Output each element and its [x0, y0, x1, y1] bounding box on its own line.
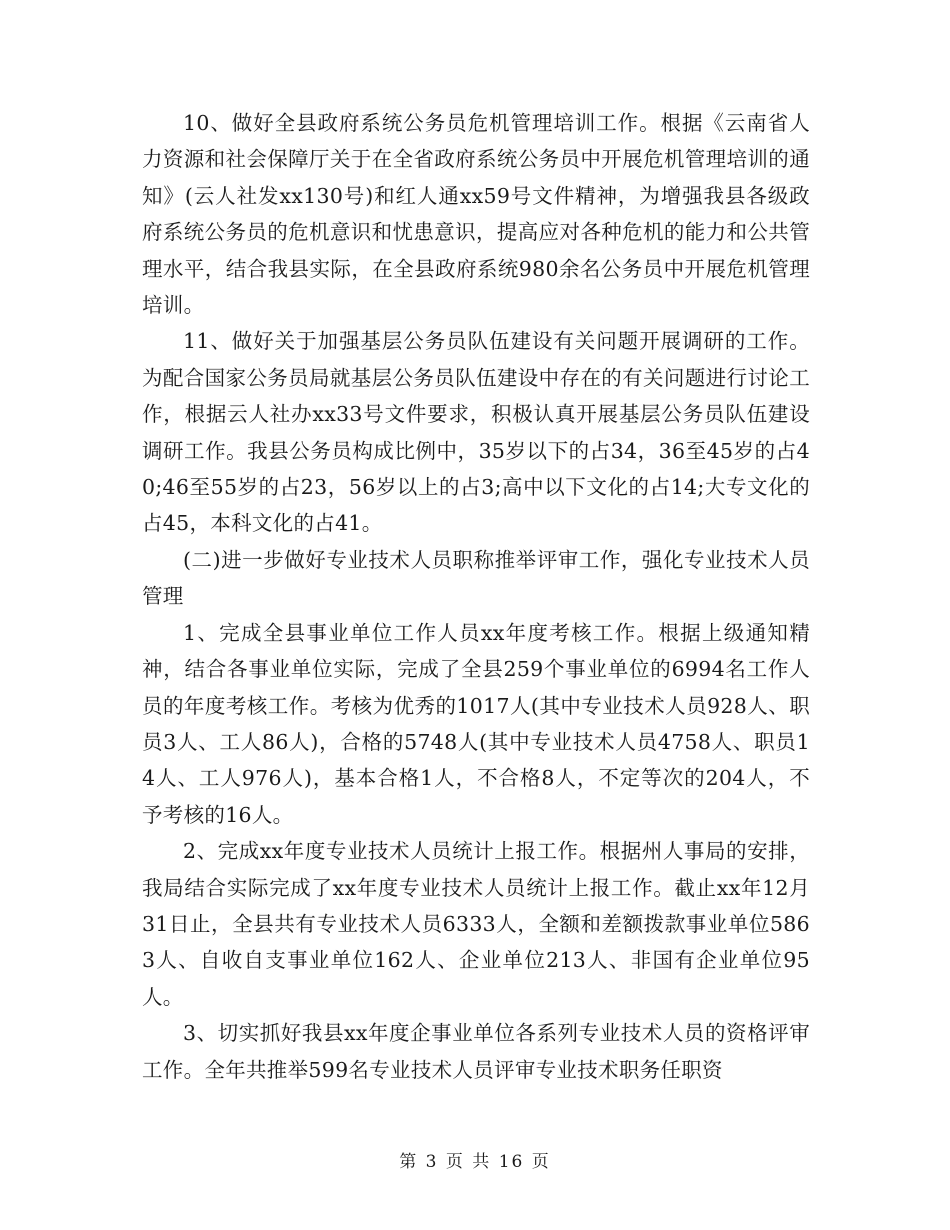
page-number-footer: 第 3 页 共 16 页	[399, 1152, 551, 1172]
paragraph-annual-assessment: 1、完成全县事业单位工作人员xx年度考核工作。根据上级通知精神，结合各事业单位实际，完成了全县259个事业单位的6994名工作人员的年度考核工作。考核为优秀的1017人(其中专业技术人员928人、职员3人、工人86人)，合格的5748人(其中专业技术人员4758人、职员14人、工人976人)，基本合格1人，不合格8人，不定等次的204人，不予考核的16人。	[142, 620, 810, 827]
paragraph-crisis-training: 10、做好全县政府系统公务员危机管理培训工作。根据《云南省人力资源和社会保障厅关于在全省政府系统公务员中开展危机管理培训的通知》(云人社发xx130号)和红人通xx59号文件精神，为增强我县各级政府系统公务员的危机意识和忧患意识，提高应对各种危机的能力和公共管理水平，结合我县实际，在全县政府系统980余名公务员中开展危机管理培训。	[142, 111, 810, 318]
paragraph-statistics-report: 2、完成xx年度专业技术人员统计上报工作。根据州人事局的安排，我局结合实际完成了xx年度专业技术人员统计上报工作。截止xx年12月31日止，全县共有专业技术人员6333人，全额和差额拨款事业单位5863人、自收自支事业单位162人、企业单位213人、非国有企业单位95人。	[142, 839, 810, 1009]
paragraph-grassroots-survey: 11、做好关于加强基层公务员队伍建设有关问题开展调研的工作。为配合国家公务员局就基层公务员队伍建设中存在的有关问题进行讨论工作，根据云人社办xx33号文件要求，积极认真开展基层公务员队伍建设调研工作。我县公务员构成比例中，35岁以下的占34，36至45岁的占40;46至55岁的占23，56岁以上的占3;高中以下文化的占14;大专文化的占45，本科文化的占41。	[142, 329, 810, 536]
paragraph-qualification-review: 3、切实抓好我县xx年度企事业单位各系列专业技术人员的资格评审工作。全年共推举599名专业技术人员评审专业技术职务任职资	[142, 1021, 810, 1082]
section-heading-professional-staff: (二)进一步做好专业技术人员职称推举评审工作，强化专业技术人员管理	[142, 547, 810, 609]
document-body	[142, 105, 810, 1088]
